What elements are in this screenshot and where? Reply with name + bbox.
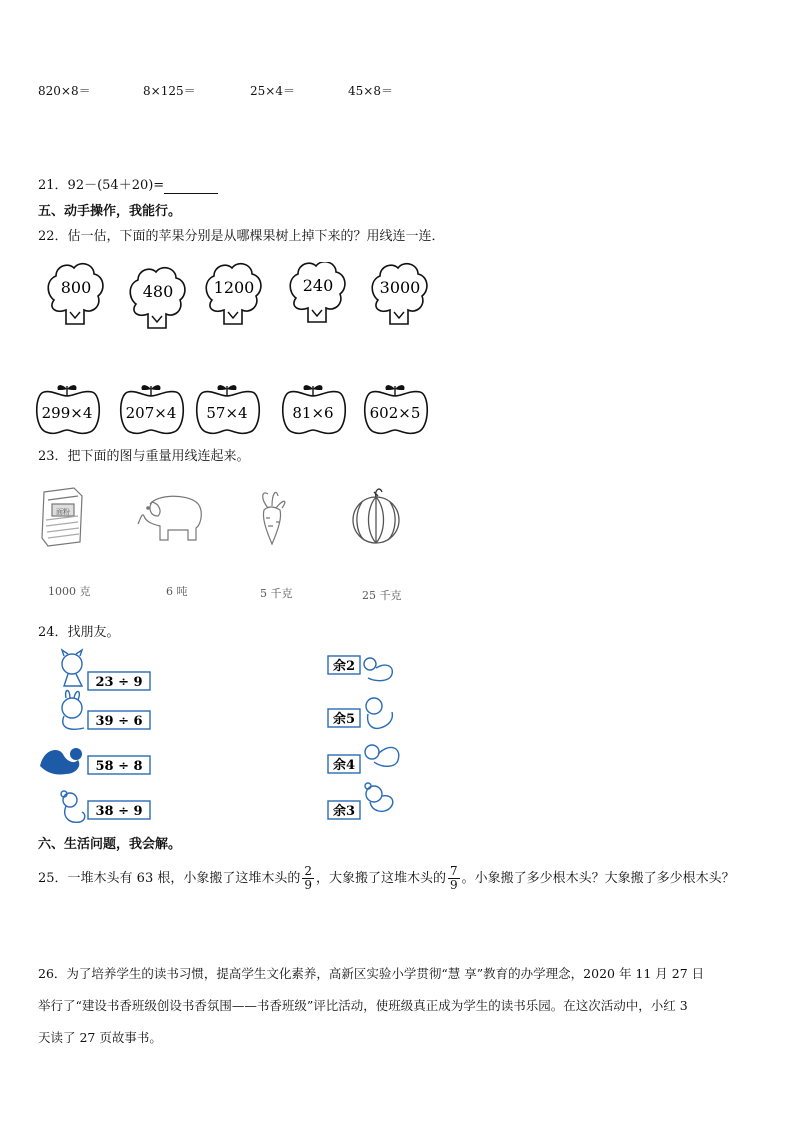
apple-icon: [365, 385, 428, 433]
remainder-card-text: 余2: [332, 659, 356, 674]
question-23: 23．把下面的图与重量用线连起来。: [38, 449, 250, 464]
apple-label: 207×4: [125, 404, 177, 422]
division-card-text: 38 ÷ 9: [95, 804, 143, 819]
apple-icon: [283, 385, 346, 433]
fraction-2-9: [302, 865, 314, 892]
flour-bag-icon: [42, 488, 82, 546]
section-5-heading: 五、动手操作，我能行。: [38, 204, 182, 219]
question-26-line1: 26．为了培养学生的读书习惯，提高学生文化素养，高新区实验小学贯彻“慧 享”教育的办学理念，2020 年 11 月 27 日: [38, 966, 705, 981]
remainder-card-text: 余5: [332, 712, 356, 727]
tree-icon: [130, 268, 185, 328]
rabbit-icon: [62, 691, 84, 730]
fraction-numerator: 7: [450, 864, 458, 878]
tree-label-1200: 1200: [213, 278, 255, 297]
remainder-card-text: 余4: [332, 758, 356, 773]
calc-820x8: 820×8＝: [38, 84, 91, 98]
fraction-denominator: 9: [304, 878, 312, 892]
mouse-icon: [365, 783, 393, 811]
squirrel-icon: [40, 748, 82, 775]
answer-blank[interactable]: [164, 181, 218, 194]
apple-label: 299×4: [41, 404, 93, 422]
tree-row: [40, 262, 440, 332]
tree-icon: [290, 262, 345, 322]
tree-icon: [206, 264, 261, 324]
remainder-cards: [326, 648, 426, 828]
flour-bag-label: 面粉: [56, 508, 70, 516]
question-21-text: 21．92－(54＋20)=: [38, 178, 165, 193]
question-25-part2: ，大象搬了这堆木头的: [316, 871, 447, 886]
apple-label: 81×6: [292, 404, 334, 422]
tree-label-480: 480: [142, 282, 174, 301]
tree-label-800: 800: [60, 278, 92, 297]
weight-label: 5 千克: [260, 587, 293, 600]
apple-row: [34, 380, 434, 438]
division-card-text: 23 ÷ 9: [95, 675, 143, 690]
fraction-denominator: 9: [450, 878, 458, 892]
elephant-icon: [138, 496, 201, 540]
tree-label-3000: 3000: [379, 278, 421, 297]
apple-icon: [37, 385, 100, 433]
squirrel-icon: [365, 745, 399, 766]
watermelon-icon: [353, 489, 399, 543]
tree-label-240: 240: [302, 276, 334, 295]
division-card-text: 39 ÷ 6: [95, 714, 143, 729]
question-25: [38, 862, 735, 896]
monkey-icon: [366, 698, 392, 728]
apple-label: 57×4: [206, 404, 248, 422]
fraction-numerator: 2: [304, 864, 312, 878]
mouse-icon: [61, 791, 85, 822]
radish-icon: [263, 492, 285, 544]
fraction-7-9: [448, 865, 460, 892]
tree-icon: [372, 264, 427, 324]
division-card-text: 58 ÷ 8: [95, 759, 143, 774]
question-26-line2: 举行了“建设书香班级创设书香氛围——书香班级”评比活动，使班级真正成为学生的读书乐园。在这次活动中，小红 3: [38, 998, 688, 1013]
weight-label: 25 千克: [362, 589, 402, 602]
apple-label: 602×5: [369, 404, 421, 422]
question-21: [38, 178, 218, 194]
question-22: 22．估一估，下面的苹果分别是从哪棵果树上掉下来的？用线连一连．: [38, 229, 445, 244]
calc-8x125: 8×125＝: [143, 84, 196, 98]
remainder-card-text: 余3: [332, 804, 356, 819]
section-6-heading: 六、生活问题，我会解。: [38, 837, 182, 852]
calc-45x8: 45×8＝: [348, 84, 393, 98]
question-24: 24．找朋友。: [38, 625, 120, 640]
weight-pictures: [38, 480, 418, 555]
weight-label: 1000 克: [48, 585, 91, 598]
weight-label: 6 吨: [166, 585, 188, 598]
division-cards: [38, 648, 168, 828]
question-25-part1: 25．一堆木头有 63 根，小象搬了这堆木头的: [38, 871, 301, 886]
tree-icon: [48, 264, 103, 324]
apple-icon: [197, 385, 260, 433]
cat-icon: [62, 650, 82, 686]
question-25-part3: 。小象搬了多少根木头？大象搬了多少根木头？: [461, 871, 735, 886]
question-26-line3: 天读了 27 页故事书。: [38, 1030, 162, 1045]
squirrel-icon: [364, 658, 392, 681]
calc-25x4: 25×4＝: [250, 84, 295, 98]
apple-icon: [121, 385, 184, 433]
